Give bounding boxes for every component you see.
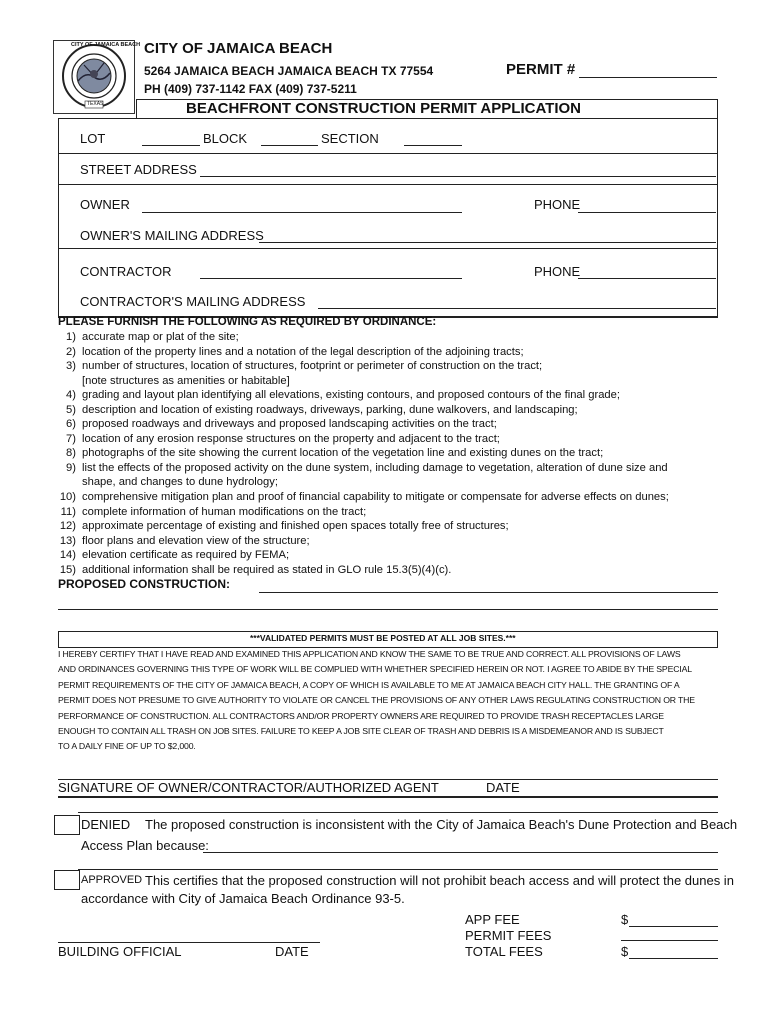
requirement-text: location of the property lines and a notation of the legal description of the adjoining tracts; [82,345,524,358]
requirement-text: location of any erosion response structures on the property and adjacent to the tract; [82,432,500,445]
requirement-number: 6) [66,418,76,431]
requirement-number: 8) [66,447,76,460]
app-fee-dollar: $ [621,912,629,927]
requirement-text: grading and layout plan identifying all elevations, existing contours, and proposed contours of the final grade; [82,389,620,402]
signature-field[interactable] [58,779,718,780]
official-signature-field[interactable] [58,942,320,943]
requirement-item [58,505,728,520]
certification-line: TO A DAILY FINE OF UP TO $2,000. [58,741,196,752]
requirement-text: [note structures as amenities or habitable] [82,374,290,387]
seal-state: TEXAS [87,101,104,107]
section-divider [58,153,718,154]
requirement-item [58,461,728,476]
requirement-item [58,374,728,389]
certification-line: AND ORDINANCES GOVERNING THIS TYPE OF WORK WILL BE COMPLIED WITH WHETHER SPECIFIED HEREIN OR NOT. I AGREE TO ABIDE BY THE SPECIAL [58,664,692,675]
owner-label: OWNER [80,197,130,212]
block-field[interactable] [261,131,318,146]
requirement-number: 10) [59,491,76,504]
city-phone-fax: PH (409) 737-1142 FAX (409) 737-5211 [144,82,357,96]
requirement-item [58,417,728,432]
approved-text-2: accordance with City of Jamaica Beach Ordinance 93-5. [81,891,405,906]
info-box [58,118,718,318]
requirement-text: comprehensive mitigation plan and proof of financial capability to mitigate or compensate for adverse effects on dunes; [82,491,669,504]
proposed-construction-field[interactable] [259,578,718,593]
requirement-item [58,432,728,447]
street-divider [58,184,718,185]
certification-line: I HEREBY CERTIFY THAT I HAVE READ AND EXAMINED THIS APPLICATION AND KNOW THE SAME TO BE TRUE AND CORRECT. ALL PROVISIONS OF LAWS [58,649,681,659]
requirement-text: list the effects of the proposed activity on the dune system, including damage to vegetation, alteration of dune size and [82,461,668,474]
requirement-text: accurate map or plat of the site; [82,331,239,343]
requirement-text: proposed roadways and driveways and proposed landscaping activities on the tract; [82,418,497,431]
requirement-text: complete information of human modifications on the tract; [82,505,367,518]
requirement-item [58,490,728,505]
requirement-number: 4) [66,389,76,402]
approved-top-rule [78,869,718,870]
owner-phone-label: PHONE [534,197,581,212]
requirement-number: 5) [66,403,76,416]
requirement-number: 7) [66,432,76,445]
permit-fees-field[interactable] [621,926,718,941]
requirement-number: 2) [66,345,76,358]
contractor-label: CONTRACTOR [80,264,172,279]
denied-reason-field[interactable] [203,838,718,853]
permit-number-field[interactable] [579,62,717,78]
requirement-item [58,403,728,418]
owner-field[interactable] [142,198,462,213]
denied-label: DENIED [81,817,131,832]
requirement-number: 1) [66,331,76,343]
owner-divider [58,248,718,249]
requirement-text: additional information shall be required as stated in GLO rule 15.3(5)(4)(c). [82,563,452,576]
requirement-item [58,548,728,563]
app-fee-field[interactable] [629,912,718,927]
total-fees-dollar: $ [621,944,629,959]
requirement-item [58,519,728,534]
owner-mailing-label: OWNER'S MAILING ADDRESS [80,228,264,243]
lot-label: LOT [80,131,106,146]
building-official-label: BUILDING OFFICIAL [58,944,182,959]
total-fees-field[interactable] [629,944,718,959]
signature-date-label: DATE [486,780,520,795]
owner-mailing-field[interactable] [259,228,716,243]
certification-line: PERMIT REQUIREMENTS OF THE CITY OF JAMAICA BEACH, A COPY OF WHICH IS AVAILABLE TO ME AT JAMAICA BEACH CITY HALL. THE GRANTING OF A [58,679,680,690]
requirements-heading: PLEASE FURNISH THE FOLLOWING AS REQUIRED BY ORDINANCE: [58,316,437,328]
official-date-label: DATE [275,944,309,959]
certification-line: PERMIT DOES NOT PRESUME TO GIVE AUTHORITY TO VIOLATE OR CANCEL THE PROVISIONS OF ANY OTHER LAWS REGULATING CONSTRUCTION OR THE [58,695,695,706]
street-address-label: STREET ADDRESS [80,162,197,177]
lot-field[interactable] [142,131,200,146]
form-title: BEACHFRONT CONSTRUCTION PERMIT APPLICATION [186,100,581,117]
permit-fees-label: PERMIT FEES [465,928,552,943]
signature-label: SIGNATURE OF OWNER/CONTRACTOR/AUTHORIZED AGENT [58,780,439,795]
denied-checkbox[interactable] [54,815,80,835]
requirement-text: shape, and changes to dune hydrology; [82,476,278,489]
certification-line: ENOUGH TO CONTAIN ALL TRASH ON JOB SITES. FAILURE TO KEEP A JOB SITE CLEAR OF TRASH AND DEBRIS IS A MISDEMEANOR AND IS SUBJECT [58,726,664,737]
denied-top-rule [78,812,718,813]
signature-bottom-rule [58,796,718,798]
city-seal [53,40,141,114]
certification-text [58,647,722,755]
approved-label: APPROVED [81,874,143,886]
permit-number-label: PERMIT # [506,61,576,78]
requirement-item [58,359,728,374]
requirement-number: 11) [60,505,76,518]
approved-checkbox[interactable] [54,870,80,890]
contractor-phone-label: PHONE [534,264,581,279]
approved-text: This certifies that the proposed construction will not prohibit beach access and will protect the dunes in [145,873,734,888]
requirement-text: elevation certificate as required by FEMA; [82,549,290,562]
street-address-field[interactable] [200,162,716,177]
certification-line: PERFORMANCE OF CONSTRUCTION. ALL CONTRACTORS AND/OR PROPERTY OWNERS ARE REQUIRED TO PROVIDE TRASH RECEPTACLES LARGE [58,710,664,721]
requirement-item [58,534,728,549]
requirement-text: floor plans and elevation view of the structure; [82,534,310,547]
total-fees-label: TOTAL FEES [465,944,543,959]
contractor-field[interactable] [200,264,462,279]
requirements-list [58,330,728,577]
block-label: BLOCK [203,131,248,146]
contractor-mailing-label: CONTRACTOR'S MAILING ADDRESS [80,294,306,309]
requirement-number: 12) [59,520,76,533]
denied-text: The proposed construction is inconsistent with the City of Jamaica Beach's Dune Protection and Beach [145,817,738,832]
requirement-number: 15) [59,563,76,576]
proposed-construction-field-2[interactable] [58,609,718,610]
validated-permits-notice: ***VALIDATED PERMITS MUST BE POSTED AT ALL JOB SITES.*** [250,633,516,643]
requirement-item [58,563,728,578]
contractor-mailing-field[interactable] [318,294,716,309]
requirement-number: 3) [66,360,76,373]
owner-phone-field[interactable] [578,198,716,213]
city-name: CITY OF JAMAICA BEACH [144,40,333,57]
seal-ring-text: CITY OF JAMAICA BEACH [71,42,141,48]
requirement-text: description and location of existing roadways, driveways, parking, dune walkovers, and landscaping; [82,403,578,416]
requirement-number: 14) [59,549,76,562]
requirement-item [58,345,728,360]
denied-text-2: Access Plan because: [81,838,209,853]
requirement-item [58,388,728,403]
requirement-text: number of structures, location of structures, footprint or perimeter of construction on the tract; [82,360,543,373]
proposed-construction-label: PROPOSED CONSTRUCTION: [58,577,231,591]
requirement-item [58,446,728,461]
city-address: 5264 JAMAICA BEACH JAMAICA BEACH TX 77554 [144,64,434,78]
requirement-number: 13) [59,534,76,547]
contractor-phone-field[interactable] [578,264,716,279]
app-fee-label: APP FEE [465,912,520,927]
requirement-item [58,330,728,345]
requirement-item [58,475,728,490]
section-field[interactable] [404,131,462,146]
requirement-number: 9) [66,461,76,474]
section-label: SECTION [321,131,379,146]
requirement-text: photographs of the site showing the current location of the vegetation line and existing dunes on the tract; [82,447,604,460]
requirement-text: approximate percentage of existing and finished open spaces totally free of structures; [82,520,509,533]
